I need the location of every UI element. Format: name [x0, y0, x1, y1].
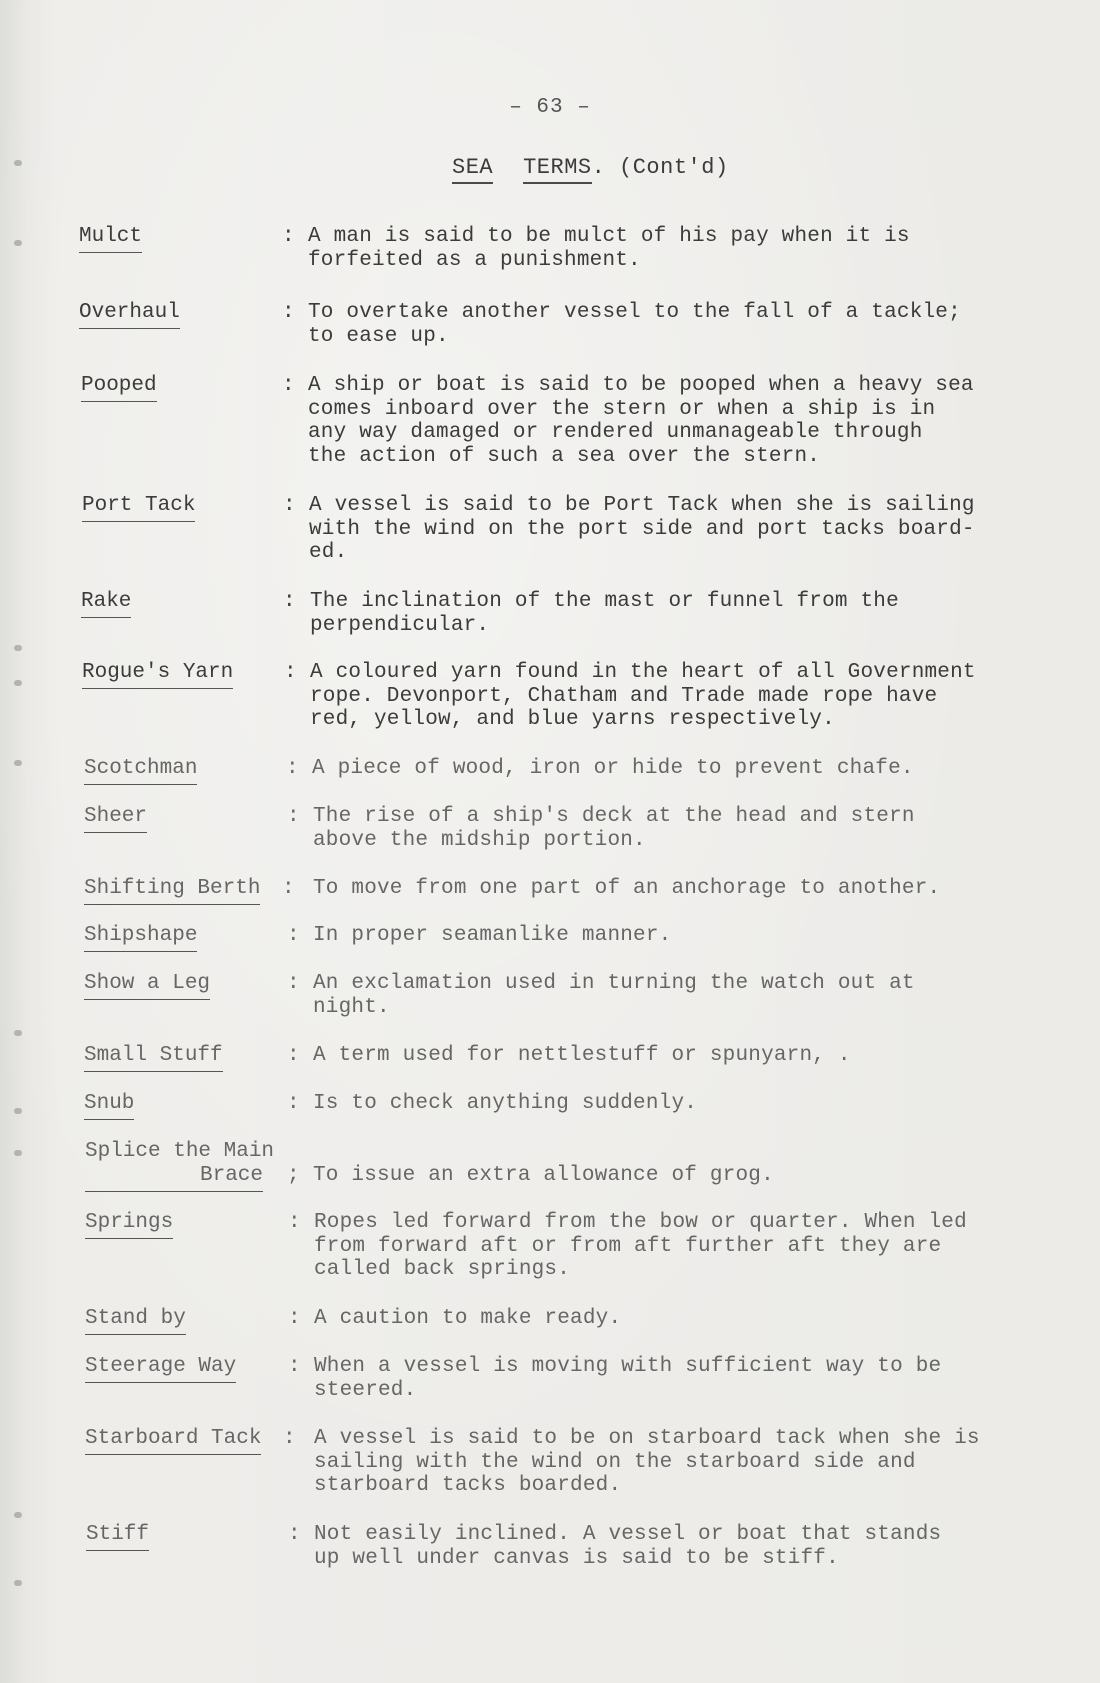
- glossary-definition: To move from one part of an anchorage to another.: [313, 877, 941, 900]
- term-colon: :: [287, 1092, 300, 1115]
- term-colon: :: [288, 1307, 301, 1330]
- glossary-definition: An exclamation used in turning the watch out at night.: [313, 972, 915, 1019]
- glossary-term: Springs: [85, 1211, 173, 1239]
- glossary-definition: A piece of wood, iron or hide to prevent chafe.: [312, 757, 914, 780]
- glossary-definition: Ropes led forward from the bow or quarter. When led from forward aft or from aft further aft they are called back springs.: [314, 1211, 967, 1281]
- glossary-definition: The rise of a ship's deck at the head and stern above the midship portion.: [313, 805, 915, 852]
- glossary-term: Rake: [81, 590, 131, 618]
- term-colon: :: [287, 805, 300, 828]
- edge-mark: [14, 160, 22, 166]
- glossary-definition: In proper seamanlike manner.: [313, 924, 672, 947]
- page-number: – 63 –: [509, 96, 591, 119]
- glossary-term: Steerage Way: [85, 1355, 236, 1383]
- glossary-term: Port Tack: [82, 494, 195, 522]
- glossary-term: Stand by: [85, 1307, 186, 1335]
- term-colon: :: [288, 1523, 301, 1546]
- term-colon: :: [284, 661, 297, 684]
- glossary-definition: A coloured yarn found in the heart of all Government rope. Devonport, Chatham and Trade made rope have red, yellow, and blue yarns respectively.: [310, 661, 976, 731]
- glossary-term: Starboard Tack: [85, 1427, 261, 1455]
- term-colon: :: [287, 972, 300, 995]
- glossary-definition: A vessel is said to be on starboard tack when she is sailing with the wind on the starboard side and starboard tacks boarded.: [314, 1427, 980, 1497]
- glossary-term: Scotchman: [84, 757, 197, 785]
- term-colon: ;: [287, 1164, 300, 1187]
- edge-mark: [14, 1580, 22, 1586]
- glossary-term: Stiff: [86, 1523, 149, 1551]
- glossary-definition: To overtake another vessel to the fall of a tackle; to ease up.: [308, 301, 961, 348]
- glossary-definition: The inclination of the mast or funnel from the perpendicular.: [310, 590, 899, 637]
- edge-mark: [14, 1108, 22, 1114]
- glossary-term: Sheer: [84, 805, 147, 833]
- glossary-term: Overhaul: [79, 301, 180, 329]
- edge-mark: [14, 240, 22, 246]
- glossary-term: Rogue's Yarn: [82, 661, 233, 689]
- term-colon: :: [286, 757, 299, 780]
- glossary-term: Snub: [84, 1092, 134, 1120]
- title-word-sea: SEA: [452, 155, 493, 184]
- term-colon: :: [287, 1044, 300, 1067]
- glossary-term: Small Stuff: [84, 1044, 223, 1072]
- edge-mark: [14, 1030, 22, 1036]
- title-word-terms: TERMS: [523, 155, 592, 184]
- glossary-term: Show a Leg: [84, 972, 210, 1000]
- glossary-definition: Is to check anything suddenly.: [313, 1092, 698, 1115]
- glossary-definition: A term used for nettlestuff or spunyarn, .: [313, 1044, 851, 1067]
- glossary-definition: Not easily inclined. A vessel or boat that stands up well under canvas is said to be stiff.: [314, 1523, 942, 1570]
- term-colon: :: [282, 374, 295, 397]
- term-colon: :: [283, 1427, 296, 1450]
- term-colon: :: [282, 225, 295, 248]
- edge-mark: [14, 680, 22, 686]
- glossary-definition: When a vessel is moving with sufficient way to be steered.: [314, 1355, 942, 1402]
- edge-mark: [14, 760, 22, 766]
- edge-mark: [14, 1512, 22, 1518]
- term-colon: :: [283, 590, 296, 613]
- glossary-term: Shipshape: [84, 924, 197, 952]
- term-colon: :: [282, 301, 295, 324]
- page-title: [452, 155, 729, 184]
- glossary-term-line2: Brace: [85, 1164, 263, 1192]
- edge-mark: [14, 645, 22, 651]
- term-colon: :: [283, 494, 296, 517]
- edge-mark: [14, 1150, 22, 1156]
- term-colon: :: [288, 1211, 301, 1234]
- glossary-definition: A caution to make ready.: [314, 1307, 622, 1330]
- glossary-definition: A vessel is said to be Port Tack when she is sailing with the wind on the port side and port tacks board- ed.: [309, 494, 975, 564]
- glossary-term-line1: Splice the Main: [85, 1140, 275, 1163]
- glossary-term: Pooped: [81, 374, 157, 402]
- term-colon: :: [282, 877, 295, 900]
- glossary-definition: A man is said to be mulct of his pay when it is forfeited as a punishment.: [308, 225, 910, 272]
- title-suffix: . (Cont'd): [591, 155, 729, 180]
- glossary-definition: To issue an extra allowance of grog.: [313, 1164, 774, 1187]
- term-colon: :: [287, 924, 300, 947]
- glossary-definition: A ship or boat is said to be pooped when a heavy sea comes inboard over the stern or when a ship is in any way damaged or rendered unmanageable through the action of such a sea over the stern.: [308, 374, 974, 468]
- glossary-term: Shifting Berth: [84, 877, 260, 905]
- glossary-term: Mulct: [79, 225, 142, 253]
- term-colon: :: [288, 1355, 301, 1378]
